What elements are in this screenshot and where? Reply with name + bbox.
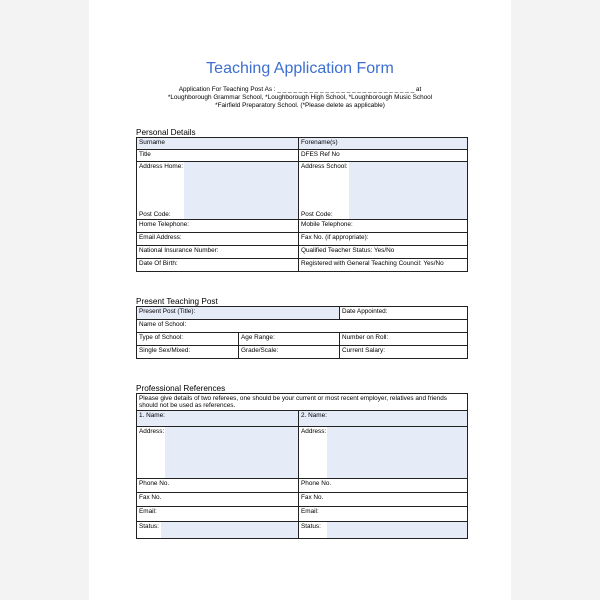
- single-sex-mixed-field[interactable]: Single Sex/Mixed:: [137, 346, 239, 359]
- fax-field[interactable]: Fax No. (if appropriate):: [299, 233, 468, 246]
- school-options-line: *Loughborough Grammar School, *Loughborough High School, *Loughborough Music School: [167, 94, 433, 101]
- home-telephone-field[interactable]: Home Telephone:: [137, 220, 299, 233]
- referee2-address-input-area[interactable]: [327, 427, 467, 478]
- referee1-status-label: Status:: [139, 523, 159, 530]
- present-post-table: [136, 306, 468, 359]
- date-of-birth-field[interactable]: Date Of Birth:: [137, 259, 299, 272]
- school-address-field[interactable]: [299, 162, 468, 220]
- home-post-code-label: Post Code:: [139, 211, 171, 218]
- references-heading: Professional References: [136, 384, 226, 393]
- referee1-address-label: Address:: [139, 428, 165, 435]
- referee2-email-field[interactable]: Email:: [299, 507, 468, 522]
- dfes-ref-field[interactable]: DFES Ref No: [299, 150, 468, 162]
- school-address-label: Address School:: [301, 163, 348, 170]
- ni-number-field[interactable]: National Insurance Number:: [137, 246, 299, 259]
- age-range-field[interactable]: Age Range:: [239, 333, 340, 346]
- referee1-email-field[interactable]: Email:: [137, 507, 299, 522]
- email-field[interactable]: Email Address:: [137, 233, 299, 246]
- referee2-address-label: Address:: [301, 428, 327, 435]
- school-type-field[interactable]: Type of School:: [137, 333, 239, 346]
- referee1-phone-field[interactable]: Phone No.: [137, 479, 299, 493]
- referee2-status-input-area[interactable]: [327, 522, 467, 538]
- referee1-name-field[interactable]: 1. Name:: [137, 411, 299, 427]
- gtc-registration-field[interactable]: Registered with General Teaching Council: Yes/No: [299, 259, 468, 272]
- referee2-status-label: Status:: [301, 523, 321, 530]
- school-address-input-area[interactable]: [349, 162, 467, 219]
- qts-field[interactable]: Qualified Teacher Status: Yes/No: [299, 246, 468, 259]
- referee2-name-field[interactable]: 2. Name:: [299, 411, 468, 427]
- grade-scale-field[interactable]: Grade/Scale:: [239, 346, 340, 359]
- school-options-line-2: *Fairfield Preparatory School. (*Please delete as applicable): [215, 102, 385, 109]
- personal-details-table: [136, 137, 468, 272]
- references-note: Please give details of two referees, one should be your current or most recent employer, relatives and friends should not be used as references.: [137, 394, 468, 411]
- personal-details-heading: Personal Details: [136, 128, 196, 137]
- referee2-fax-field[interactable]: Fax No.: [299, 493, 468, 507]
- home-address-input-area[interactable]: [184, 162, 298, 219]
- referee1-fax-field[interactable]: Fax No.: [137, 493, 299, 507]
- referee1-status-field[interactable]: [137, 522, 299, 539]
- referee2-phone-field[interactable]: Phone No.: [299, 479, 468, 493]
- referee1-address-field[interactable]: [137, 427, 299, 479]
- referee1-status-input-area[interactable]: [161, 522, 298, 538]
- school-name-field[interactable]: Name of School:: [137, 320, 468, 333]
- current-salary-field[interactable]: Current Salary:: [340, 346, 468, 359]
- present-post-title-field[interactable]: Present Post (Title):: [137, 307, 340, 320]
- mobile-telephone-field[interactable]: Mobile Telephone:: [299, 220, 468, 233]
- referee2-address-field[interactable]: [299, 427, 468, 479]
- school-post-code-label: Post Code:: [301, 211, 333, 218]
- references-table: [136, 393, 468, 539]
- home-address-label: Address Home:: [139, 163, 184, 170]
- forenames-field[interactable]: Forename(s): [299, 138, 468, 150]
- referee1-address-input-area[interactable]: [165, 427, 298, 478]
- referee2-status-field[interactable]: [299, 522, 468, 539]
- date-appointed-field[interactable]: Date Appointed:: [340, 307, 468, 320]
- present-post-heading: Present Teaching Post: [136, 297, 218, 306]
- form-title: Teaching Application Form: [206, 60, 394, 77]
- surname-field[interactable]: Surname: [137, 138, 299, 150]
- title-field[interactable]: Title: [137, 150, 299, 162]
- number-on-roll-field[interactable]: Number on Roll:: [340, 333, 468, 346]
- post-applied-line: Application For Teaching Post As : _ _ _ _ _ _ _ _ _ _ _ _ _ _ _ _ _ _ _ _ _ _ _ _ _ _ at: [178, 86, 422, 93]
- home-address-field[interactable]: [137, 162, 299, 220]
